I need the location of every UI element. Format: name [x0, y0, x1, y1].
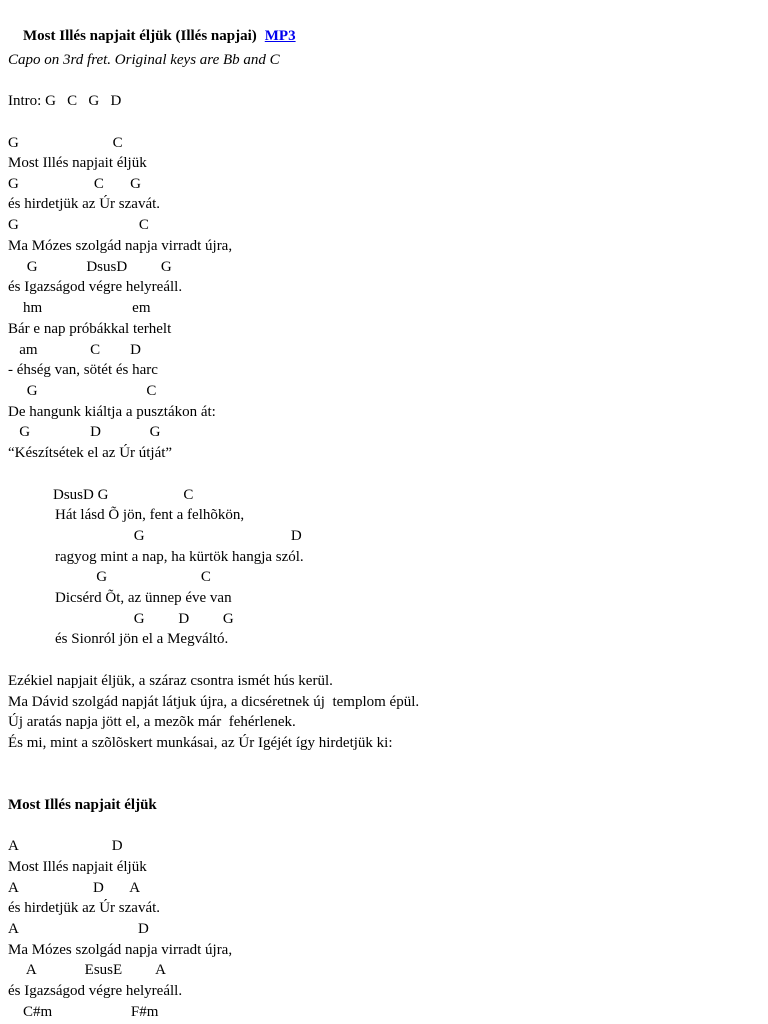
chord-line: A EsusE A — [8, 962, 166, 978]
lyric-line: Ma Mózes szolgád napja virradt újra, — [8, 238, 233, 254]
chord-line: hm em — [8, 300, 151, 316]
paragraph-line: Ezékiel napjait éljük, a száraz csontra ismét hús kerül. — [8, 673, 333, 689]
lyric-line: Hát lásd Õ jön, fent a felhõkön, — [55, 507, 245, 523]
paragraph-line: Ma Dávid szolgád napját látjuk újra, a dicséretnek új templom épül. — [8, 694, 420, 710]
capo-note: Capo on 3rd fret. Original keys are Bb and C — [8, 52, 280, 68]
chord-line: A D A — [8, 880, 141, 896]
chord-line: G C — [8, 383, 157, 399]
lyric-line: és Sionról jön el a Megváltó. — [55, 631, 229, 647]
chord-line: G D — [55, 528, 302, 544]
chord-line: A D — [8, 921, 149, 937]
lyric-line: “Készítsétek el az Úr útját” — [8, 445, 173, 461]
chord-line: G C — [8, 135, 123, 151]
lyric-line: ragyog mint a nap, ha kürtök hangja szól. — [55, 549, 304, 565]
mp3-link[interactable]: MP3 — [264, 28, 296, 44]
lyric-line: Most Illés napjait éljük — [8, 155, 147, 171]
chord-line: G C — [8, 217, 149, 233]
lyric-line: és hirdetjük az Úr szavát. — [8, 900, 161, 916]
chord-line: G DsusD G — [8, 259, 172, 275]
chord-line: G C — [55, 569, 211, 585]
intro-chords: Intro: G C G D — [8, 93, 122, 109]
chord-line: DsusD G C — [8, 487, 194, 503]
chord-line: G D G — [55, 611, 234, 627]
chord-line: am C D — [8, 342, 141, 358]
section-title: Most Illés napjait éljük — [8, 797, 157, 813]
lyric-line: és Igazságod végre helyreáll. — [8, 279, 183, 295]
lyric-line: - éhség van, sötét és harc — [8, 362, 158, 378]
lyric-line: Dicsérd Õt, az ünnep éve van — [55, 590, 232, 606]
lyric-line: De hangunk kiáltja a pusztákon át: — [8, 404, 216, 420]
chord-line: C#m F#m — [8, 1004, 159, 1020]
lyric-line: Bár e nap próbákkal terhelt — [8, 321, 172, 337]
paragraph-line: És mi, mint a szõlõskert munkásai, az Úr Igéjét így hirdetjük ki: — [8, 735, 393, 751]
lyric-line: és hirdetjük az Úr szavát. — [8, 196, 161, 212]
lyric-line: és Igazságod végre helyreáll. — [8, 983, 183, 999]
paragraph-line: Új aratás napja jött el, a mezõk már fehérlenek. — [8, 714, 296, 730]
chord-line: G D G — [8, 424, 161, 440]
chord-line: A D — [8, 838, 123, 854]
lyric-line: Ma Mózes szolgád napja virradt újra, — [8, 942, 233, 958]
chord-line: G C G — [8, 176, 141, 192]
song-title: Most Illés napjait éljük (Illés napjai) — [23, 28, 257, 44]
lyric-line: Most Illés napjait éljük — [8, 859, 147, 875]
